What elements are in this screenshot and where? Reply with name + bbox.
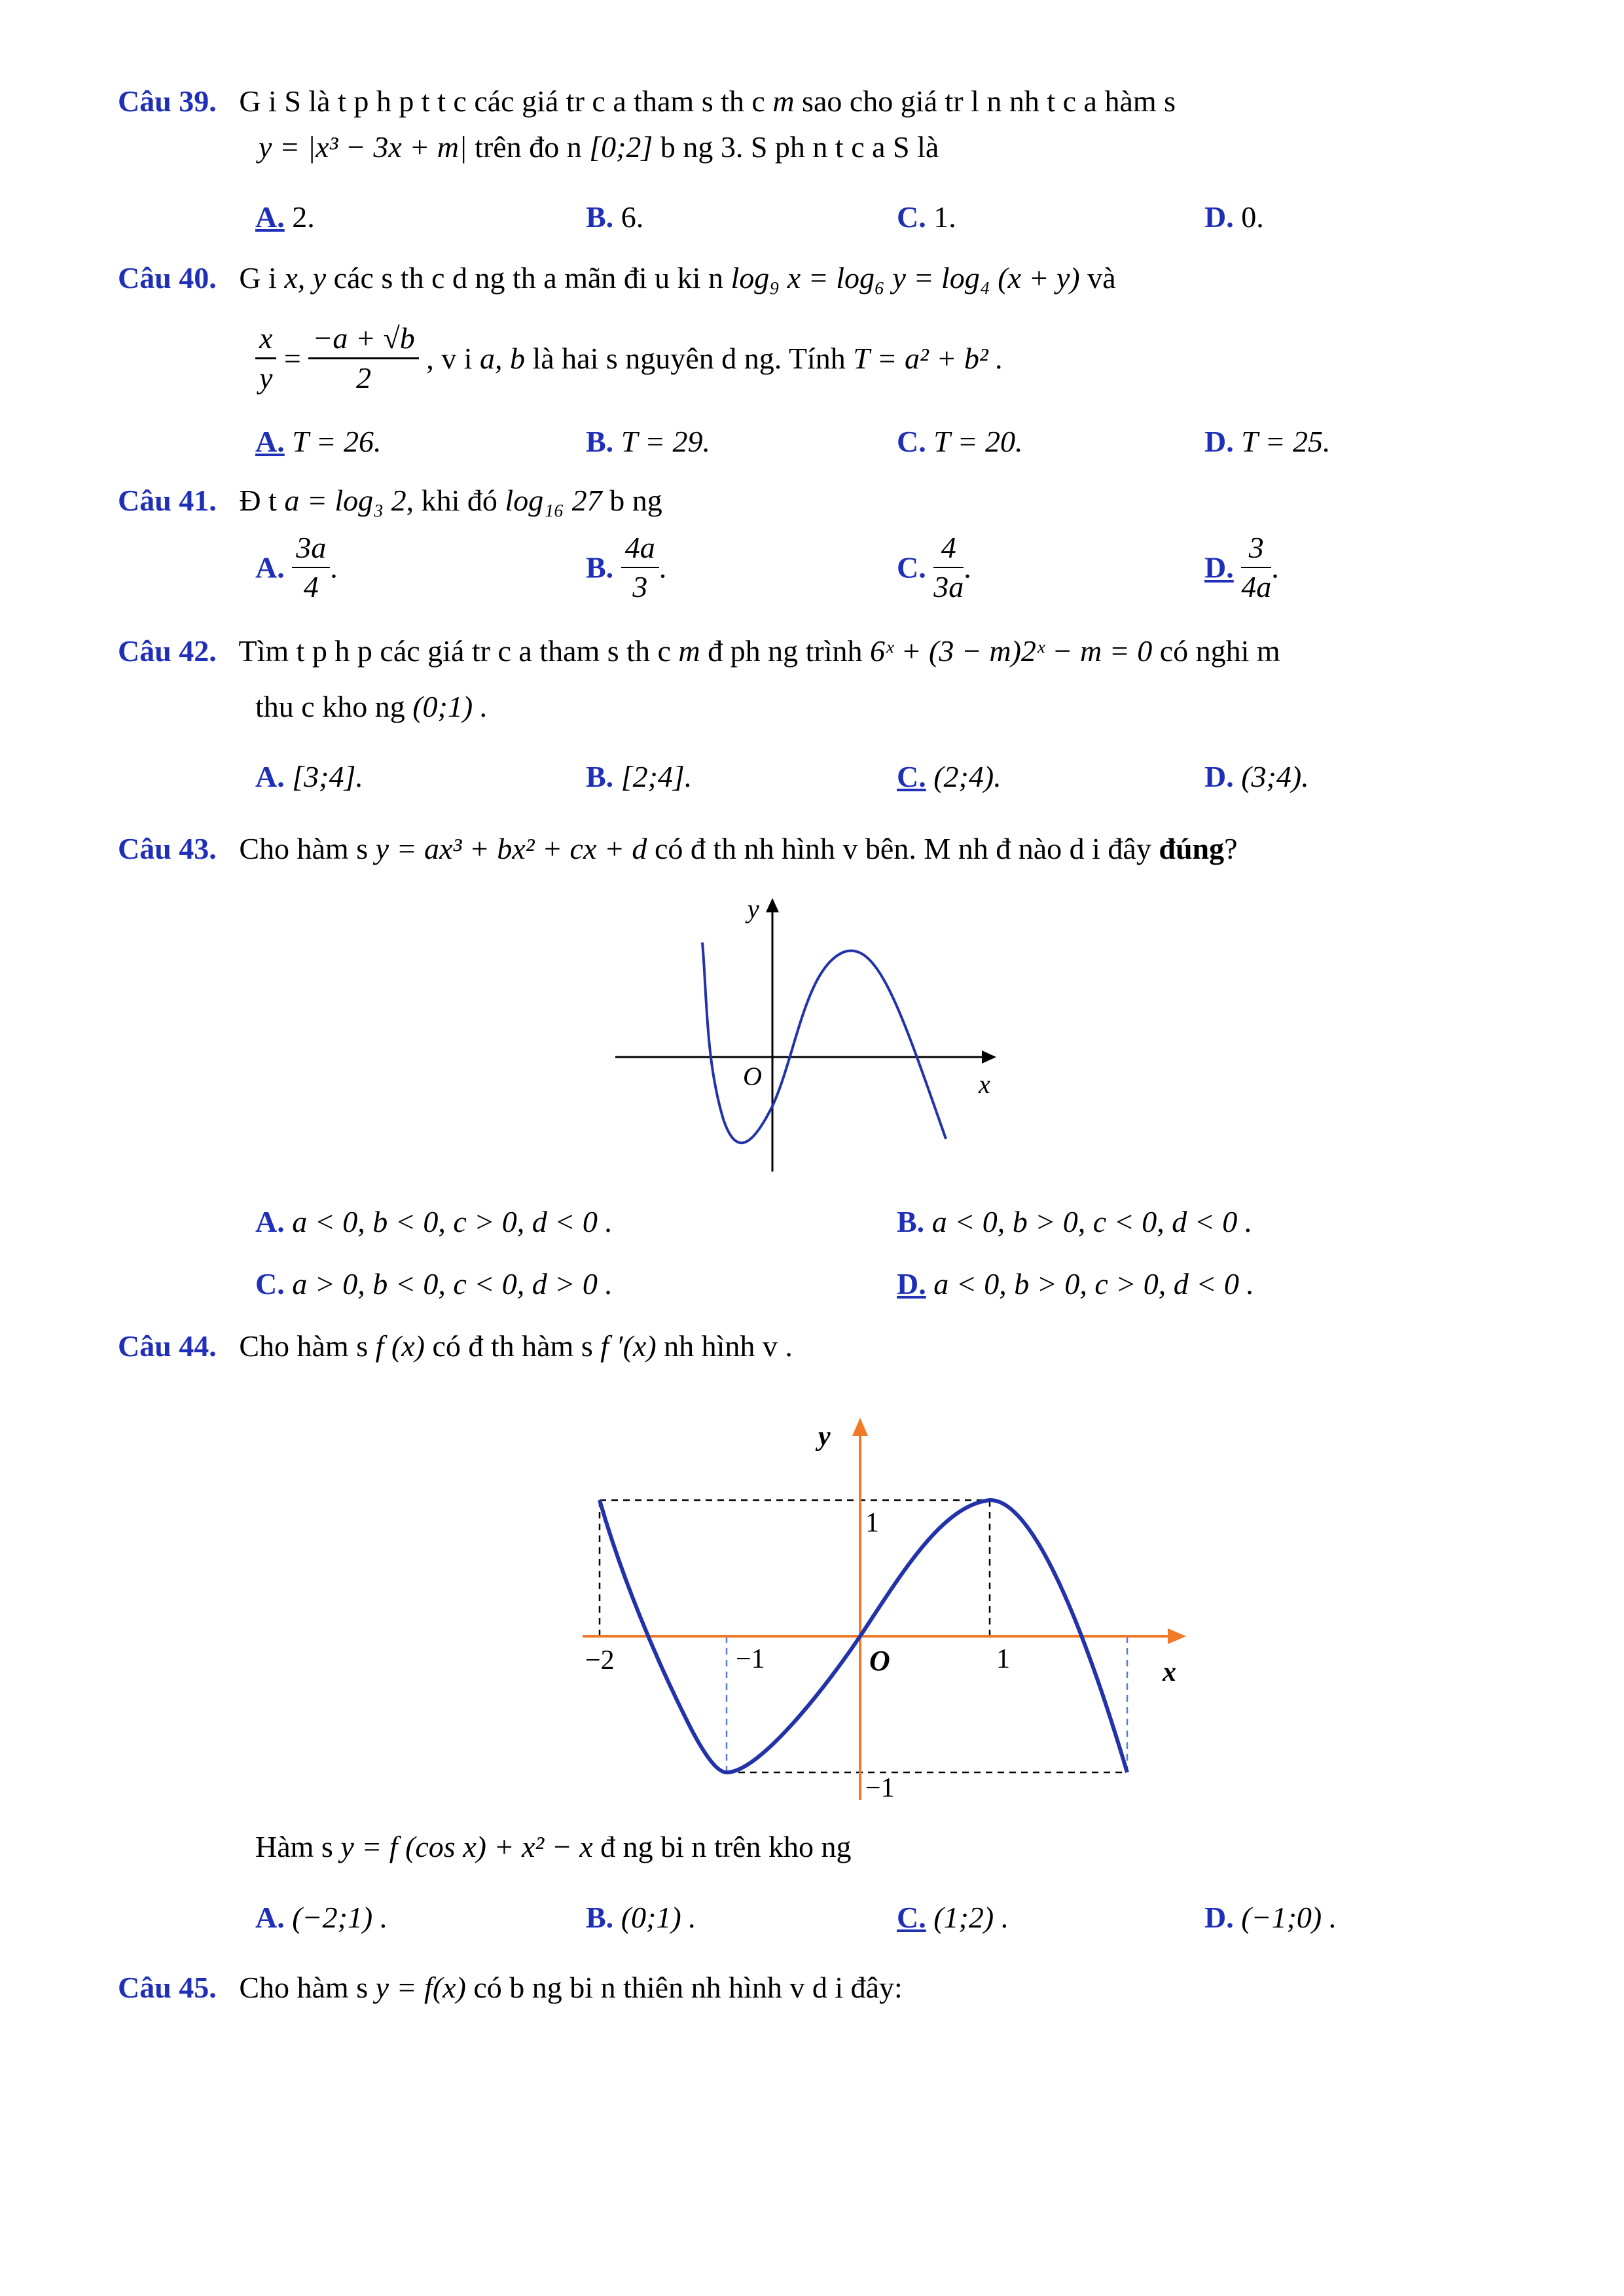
q44-b-label: B.: [586, 1901, 614, 1934]
q44-line1: [118, 1329, 793, 1363]
q39-text1: G i S là t p h p t t c các giá tr c a tham s th c: [239, 84, 765, 118]
q40-frac2-num: −a + √b: [308, 319, 418, 359]
q42-b-value: [2;4].: [621, 760, 693, 793]
q44-y-arrow-icon: [852, 1418, 868, 1436]
q43-graph: [609, 890, 1015, 1178]
q44-option-c[interactable]: [897, 1900, 1009, 1935]
q43-d-value: a < 0, b > 0, c > 0, d < 0 .: [933, 1267, 1254, 1300]
q44-c-value: (1;2) .: [933, 1901, 1009, 1934]
q43-b-value: a < 0, b > 0, c < 0, d < 0 .: [931, 1205, 1253, 1238]
q45-text2: có b ng bi n thiên nh hình v d i đây:: [473, 1971, 903, 2004]
q40-c-value: T = 20.: [933, 425, 1023, 458]
q44-d-value: (−1;0) .: [1241, 1901, 1337, 1934]
q42-text3: có nghi m: [1159, 634, 1280, 668]
q44-text1: Cho hàm s: [239, 1329, 369, 1363]
q41-number: Câu 41.: [118, 484, 217, 517]
q41-b-num: 4a: [621, 529, 659, 568]
q42-var-m: m: [678, 634, 700, 668]
q43-text3: ?: [1224, 832, 1238, 865]
q44-text3: nh hình v .: [664, 1329, 793, 1363]
q41-def: a = log₃ 2: [284, 484, 406, 517]
q40-a-label: A.: [255, 425, 285, 458]
q43-formula: y = ax³ + bx² + cx + d: [375, 832, 647, 865]
q40-text3: và: [1087, 261, 1116, 295]
q42-interval: (0;1) .: [412, 690, 488, 723]
q40-option-b[interactable]: [586, 424, 710, 459]
q42-number: Câu 42.: [118, 634, 217, 668]
q44-text5: đ ng bi n trên kho ng: [600, 1830, 852, 1863]
q44-tick-1: 1: [996, 1644, 1010, 1674]
q40-option-c[interactable]: [897, 424, 1023, 459]
q39-a-value: 2.: [292, 200, 315, 234]
q40-b-label: B.: [586, 425, 614, 458]
q41-d-label: D.: [1204, 550, 1234, 584]
q44-b-value: (0;1) .: [621, 1901, 696, 1934]
q42-b-label: B.: [586, 760, 614, 793]
q44-graph: [576, 1407, 1231, 1800]
q44-x-label: x: [1163, 1657, 1176, 1687]
q43-option-b[interactable]: [897, 1204, 1252, 1239]
q40-d-label: D.: [1204, 425, 1234, 458]
q39-number: Câu 39.: [118, 84, 217, 118]
q43-option-d[interactable]: [897, 1266, 1254, 1301]
q44-line2: [255, 1829, 851, 1864]
q42-option-b[interactable]: [586, 759, 692, 794]
q42-text4: thu c kho ng: [255, 690, 405, 723]
q40-frac2-den: 2: [356, 361, 372, 395]
q43-number: Câu 43.: [118, 832, 217, 865]
q44-a-value: (−2;1) .: [292, 1901, 388, 1934]
q39-line1: [118, 84, 1176, 118]
q40-option-d[interactable]: [1204, 424, 1331, 459]
q39-c-value: 1.: [933, 200, 956, 234]
q39-var-m: m: [772, 84, 795, 118]
q43-x-label: x: [979, 1069, 990, 1099]
q40-fraction-xy: [255, 319, 276, 397]
q41-a-den: 4: [303, 570, 319, 603]
q44-c-label: C.: [897, 1901, 926, 1934]
q41-c-num: 4: [933, 529, 964, 568]
q43-b-label: B.: [897, 1205, 925, 1238]
q40-frac-num: x: [255, 319, 276, 359]
q39-formula: y = |x³ − 3x + m|: [259, 130, 467, 164]
q41-b-den: 3: [632, 570, 648, 603]
q39-b-value: 6.: [621, 200, 644, 234]
q43-line1: [118, 831, 1238, 866]
q40-option-a[interactable]: [255, 424, 382, 459]
q41-option-c[interactable]: C. $\frac{4}{3a}$ .: [897, 529, 971, 606]
q44-a-label: A.: [255, 1901, 285, 1934]
q40-d-value: T = 25.: [1241, 425, 1331, 458]
q44-text2: có đ th hàm s: [432, 1329, 593, 1363]
q44-text4: Hàm s: [255, 1830, 333, 1863]
q43-a-value: a < 0, b < 0, c > 0, d < 0 .: [292, 1205, 613, 1238]
q40-text4: , v i: [426, 342, 473, 375]
q41-option-a[interactable]: A. $\frac{3a}{4}$ .: [255, 529, 338, 606]
q39-d-value: 0.: [1241, 200, 1264, 234]
q43-c-value: a > 0, b < 0, c < 0, d > 0 .: [292, 1267, 613, 1300]
q40-vars: x, y: [284, 261, 327, 295]
q39-line2: [259, 130, 939, 164]
q39-option-d[interactable]: [1204, 200, 1264, 234]
q40-text5: là hai s nguyên d ng. Tính: [532, 342, 846, 375]
q39-a-label: A.: [255, 200, 285, 234]
q41-line1: [118, 483, 662, 518]
q40-a-value: T = 26.: [292, 425, 382, 458]
q44-d-label: D.: [1204, 1901, 1234, 1934]
q42-d-label: D.: [1204, 760, 1234, 793]
q42-a-value: [3;4].: [292, 760, 363, 793]
q45-text1: Cho hàm s: [239, 1971, 369, 2004]
q41-option-d[interactable]: D. $\frac{3}{4a}$ .: [1204, 529, 1279, 606]
q42-d-value: (3;4).: [1241, 760, 1309, 793]
q43-option-a[interactable]: [255, 1204, 613, 1239]
q44-option-a[interactable]: [255, 1900, 388, 1935]
q39-option-b[interactable]: [586, 200, 643, 234]
q44-option-d[interactable]: [1204, 1900, 1337, 1935]
q42-text1: Tìm t p h p các giá tr c a tham s th c: [238, 634, 671, 668]
q44-origin-label: O: [869, 1645, 890, 1677]
q42-line2: [255, 689, 488, 724]
q39-text4: b ng 3. S ph n t c a S là: [660, 130, 939, 164]
q44-ytick-minus1: −1: [865, 1773, 895, 1800]
q39-text2: sao cho giá tr l n nh t c a hàm s: [802, 84, 1176, 118]
q40-ab: a, b: [479, 342, 525, 375]
q41-expr: log₁₆ 27: [505, 484, 602, 517]
q41-b-label: B.: [586, 550, 614, 584]
q41-option-b[interactable]: B. $\frac{4a}{3}$ .: [586, 529, 666, 606]
q44-fpx: f ′(x): [600, 1329, 657, 1363]
q40-text1: G i: [239, 261, 277, 295]
q42-option-c[interactable]: [897, 759, 1001, 794]
q39-d-label: D.: [1204, 200, 1234, 234]
q40-target: T = a² + b² .: [853, 342, 1003, 375]
q40-line2: $\frac{x}{y}$ = $\frac{-a + √b}{2}$ , v i a, b là hai s nguyên d ng. Tính T = a² + b² .: [255, 319, 1003, 397]
q41-c-fraction: [933, 529, 964, 606]
q43-d-label: D.: [897, 1267, 926, 1300]
q44-fx: f (x): [375, 1329, 425, 1363]
q42-option-d[interactable]: [1204, 759, 1309, 794]
q43-text2: có đ th nh hình v bên. M nh đ nào d i đây: [654, 832, 1151, 865]
q41-b-fraction: [621, 529, 659, 606]
q44-tick-minus2: −2: [585, 1645, 615, 1676]
q41-text1: Đ t: [239, 484, 277, 517]
q44-option-b[interactable]: [586, 1900, 696, 1935]
q42-text2: đ ph ng trình: [708, 634, 863, 668]
q40-line1: [118, 260, 1116, 295]
q40-condition: log₉ x = log₆ y = log₄ (x + y): [731, 261, 1080, 295]
q45-line1: [118, 1970, 903, 2005]
q44-y-label: y: [818, 1422, 831, 1452]
q43-x-arrow-icon: [982, 1050, 996, 1064]
q39-text3: trên đo n: [475, 130, 582, 164]
q41-a-label: A.: [255, 550, 285, 584]
q43-c-label: C.: [255, 1267, 285, 1300]
q44-ytick-1: 1: [865, 1508, 879, 1538]
q42-a-label: A.: [255, 760, 285, 793]
q43-cubic-curve: [702, 942, 946, 1143]
q43-origin-label: O: [743, 1062, 762, 1091]
q39-option-c[interactable]: [897, 200, 956, 234]
q41-a-fraction: [292, 529, 330, 606]
q41-c-label: C.: [897, 550, 926, 584]
q39-c-label: C.: [897, 200, 926, 234]
q41-text2: , khi đó: [406, 484, 497, 517]
q44-tick-minus1: −1: [736, 1644, 765, 1674]
q42-equation: 6ˣ + (3 − m)2ˣ − m = 0: [870, 634, 1153, 668]
q39-option-a[interactable]: [255, 200, 315, 234]
q39-interval: [0;2]: [589, 130, 653, 164]
q44-number: Câu 44.: [118, 1329, 217, 1363]
q44-formula: y = f (cos x) + x² − x: [340, 1830, 593, 1863]
q43-text1: Cho hàm s: [239, 832, 369, 865]
q40-text2: các s th c d ng th a mãn đi u ki n: [333, 261, 723, 295]
q43-a-label: A.: [255, 1205, 285, 1238]
q40-frac-den: y: [259, 361, 273, 395]
q43-y-arrow-icon: [766, 898, 779, 912]
q41-d-num: 3: [1241, 529, 1271, 568]
q40-b-value: T = 29.: [621, 425, 710, 458]
q43-y-label: y: [748, 894, 759, 924]
q42-line1: [118, 634, 1280, 668]
q41-d-den: 4a: [1241, 570, 1272, 603]
q42-c-value: (2;4).: [933, 760, 1001, 793]
q42-c-label: C.: [897, 760, 926, 793]
q41-a-num: 3a: [292, 529, 330, 568]
q43-bold-word: đúng: [1159, 832, 1225, 865]
q40-fraction-ab: [308, 319, 418, 397]
q41-d-fraction: [1241, 529, 1271, 606]
q44-guide-lines-blue: [727, 1636, 1127, 1772]
q40-number: Câu 40.: [118, 261, 217, 295]
q43-option-c[interactable]: [255, 1266, 613, 1301]
q41-text3: b ng: [609, 484, 662, 517]
q44-x-arrow-icon: [1168, 1628, 1186, 1644]
q45-formula: y = f(x): [375, 1971, 466, 2004]
q45-number: Câu 45.: [118, 1971, 217, 2004]
q41-c-den: 3a: [933, 570, 964, 603]
q39-b-label: B.: [586, 200, 614, 234]
q40-c-label: C.: [897, 425, 926, 458]
q42-option-a[interactable]: [255, 759, 363, 794]
